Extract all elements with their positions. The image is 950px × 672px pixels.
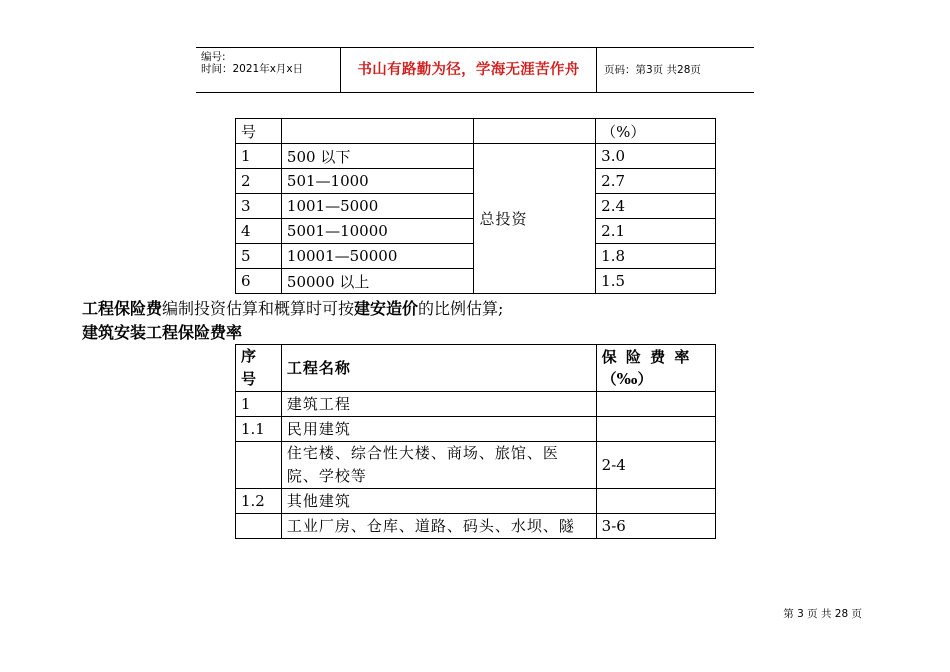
table-cell: 1.5 (596, 269, 716, 294)
insurance-paragraph (82, 296, 503, 319)
table-cell (596, 417, 715, 442)
page-footer: 第 3 页 共 28 页 (783, 608, 862, 620)
table-cell (596, 489, 715, 514)
header-no-cell (236, 345, 282, 392)
section-title: 建筑安装工程保险费率 (82, 323, 243, 342)
table-cell (236, 514, 282, 539)
paragraph-term: 建安造价 (354, 299, 419, 318)
investment-rate-table (235, 118, 716, 294)
table-cell: 10001—50000 (281, 244, 474, 269)
table-cell (596, 392, 715, 417)
table-cell: 1 (236, 392, 282, 417)
table-cell: 1.8 (596, 244, 716, 269)
table-cell (474, 119, 596, 144)
header-motto: 书山有路勤为径，学海无涯苦作舟 (357, 61, 580, 78)
insurance-rate-table (235, 344, 716, 539)
table-cell: 工业厂房、仓库、道路、码头、水坝、隧 (281, 514, 596, 539)
header-rate-line: （‰） (601, 370, 653, 388)
table-cell: 2.1 (596, 219, 716, 244)
table-cell: 1.1 (236, 417, 282, 442)
table-cell (281, 119, 474, 144)
table-cell: 号 (236, 119, 282, 144)
table-cell: 500 以下 (281, 144, 474, 169)
header-motto-cell (341, 48, 597, 92)
table-cell: 5001—10000 (281, 219, 474, 244)
table-cell: 2 (236, 169, 282, 194)
table-row (236, 119, 716, 144)
header-meta (196, 48, 341, 92)
page-code: 页码：第3页 共28页 (604, 64, 701, 76)
merged-total-investment-cell (474, 144, 596, 294)
table-cell (236, 442, 282, 489)
table-row (236, 442, 716, 489)
table-cell: 2-4 (596, 442, 715, 489)
header-rate-line: 保 险 费 率 (601, 348, 692, 366)
table-cell: 6 (236, 269, 282, 294)
table-cell: 1001—5000 (281, 194, 474, 219)
header-no-line: 号 (241, 370, 257, 388)
table-cell: 3-6 (596, 514, 715, 539)
table-cell: 民用建筑 (281, 417, 596, 442)
table-row (236, 144, 716, 169)
header-page-cell (597, 48, 754, 92)
table-row (236, 514, 716, 539)
header-name-cell: 工程名称 (281, 345, 596, 392)
table-cell: 1.2 (236, 489, 282, 514)
table-cell: 3 (236, 194, 282, 219)
table-cell: 5 (236, 244, 282, 269)
table-cell: 3.0 (596, 144, 716, 169)
paragraph-term: 工程保险费 (82, 299, 163, 318)
table-cell: 其他建筑 (281, 489, 596, 514)
table-cell: 1 (236, 144, 282, 169)
header-no-line: 序 (241, 347, 257, 365)
page-header (196, 47, 754, 93)
table-row (236, 417, 716, 442)
table-row (236, 489, 716, 514)
paragraph-text: 编制投资估算和概算时可按 (162, 299, 355, 318)
table-cell: 2.4 (596, 194, 716, 219)
table-cell: 501—1000 (281, 169, 474, 194)
table-cell: （%） (596, 119, 716, 144)
table-cell: 住宅楼、综合性大楼、商场、旅馆、医院、学校等 (281, 442, 596, 489)
table-row (236, 392, 716, 417)
time-label: 时间：2021年x月x日 (201, 63, 304, 75)
table-cell: 2.7 (596, 169, 716, 194)
table-cell: 4 (236, 219, 282, 244)
merged-label: 总投资 (479, 210, 528, 228)
table-cell: 50000 以上 (281, 269, 474, 294)
table-header-row (236, 345, 716, 392)
number-label: 编号: (201, 51, 226, 63)
paragraph-text: 的比例估算; (418, 299, 504, 318)
header-rate-cell (596, 345, 715, 392)
table-cell: 建筑工程 (281, 392, 596, 417)
